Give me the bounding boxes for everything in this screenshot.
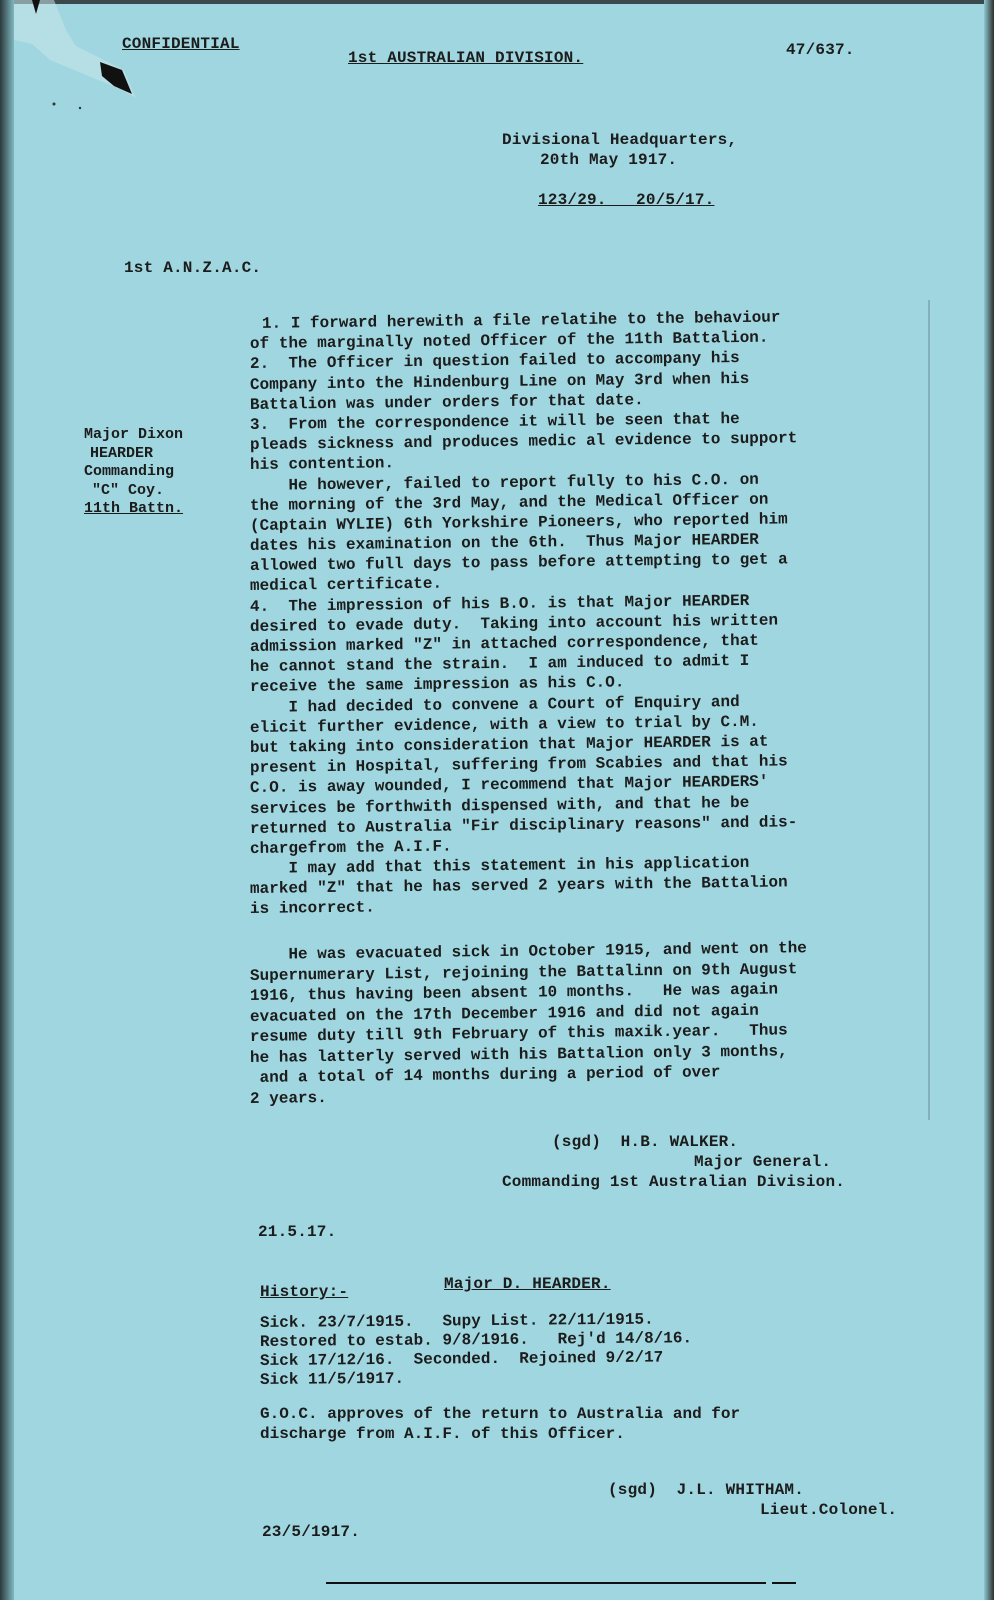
body-line: I may add that this statement in his application — [249, 853, 750, 879]
para2-line: evacuated on the 17th December 1916 and did not again — [249, 1001, 759, 1026]
body-line: the morning of the 3rd May, and the Medical Officer on — [249, 490, 769, 515]
body-line: 4. The impression of his B.O. is that Major HEARDER — [249, 591, 750, 616]
body-line: I had decided to convene a Court of Enquiry and — [249, 692, 740, 717]
history-label: History:- — [260, 1283, 349, 1301]
body-line: 3. From the correspondence it will be seen that he — [249, 409, 740, 434]
classification-stamp: CONFIDENTIAL — [122, 35, 240, 53]
torn-corner — [14, 0, 154, 110]
body-line: present in Hospital, suffering from Scabies and that his — [249, 752, 788, 778]
body-line: dates his examination on the 6th. Thus Major HEARDER — [249, 530, 759, 556]
approval-line: G.O.C. approves of the return to Australia and for — [260, 1405, 741, 1423]
body-line: allowed two full days to pass before attempting to get a — [249, 550, 788, 576]
date-stamp-2: 23/5/1917. — [262, 1523, 361, 1541]
body-line: Company into the Hindenburg Line on May 3rd when his — [249, 369, 750, 394]
scan-edge-right — [984, 0, 994, 1600]
margin-note-line: 11th Battn. — [84, 500, 184, 517]
body-line: returned to Australia "Fir disciplinary reasons" and dis- — [249, 813, 798, 838]
body-line: admission marked "Z" in attached correspondence, that — [249, 631, 759, 656]
body-line: services be forthwith dispensed with, and that he be — [249, 793, 750, 818]
approval-line: discharge from A.I.F. of this Officer. — [260, 1425, 625, 1443]
body-line: is incorrect. — [249, 898, 375, 919]
body-line: desired to evade duty. Taking into account his written — [249, 611, 779, 636]
body-line: receive the same impression as his C.O. — [249, 673, 625, 697]
body-line: Battalion was under orders for that date. — [249, 390, 644, 414]
body-line: of the marginally noted Officer of the 11th Battalion. — [249, 328, 769, 354]
body-line: his contention. — [249, 454, 395, 475]
letter-body — [249, 308, 940, 920]
signature-whitham: (sgd) J.L. WHITHAM. — [608, 1481, 805, 1499]
bottom-rule-dash — [772, 1582, 796, 1584]
margin-note-line: Commanding — [84, 463, 175, 480]
division-heading: 1st AUSTRALIAN DIVISION. — [348, 49, 584, 67]
service-record-paragraph — [249, 939, 950, 1109]
body-line: marked "Z" that he has served 2 years with the Battalion — [249, 873, 788, 899]
signature-walker-rank: Major General. — [694, 1153, 832, 1171]
signature-walker-role: Commanding 1st Australian Division. — [502, 1173, 846, 1191]
origin-line-1: Divisional Headquarters, — [502, 131, 738, 149]
margin-note-line: Major Dixon — [84, 426, 184, 443]
para2-line: 1916, thus having been absent 10 months. He was again — [249, 980, 779, 1005]
history-subject: Major D. HEARDER. — [444, 1275, 611, 1293]
body-line: 2. The Officer in question failed to accompany his — [249, 349, 740, 374]
body-line: pleads sickness and produces medic al evidence to support — [249, 429, 798, 455]
signature-whitham-rank: Lieut.Colonel. — [760, 1501, 898, 1519]
history-line: Sick 11/5/1917. — [259, 1369, 405, 1389]
margin-note-line: "C" Coy. — [92, 481, 165, 499]
origin-date: 20th May 1917. — [540, 151, 678, 169]
goc-approval — [260, 1404, 740, 1444]
body-line: (Captain WYLIE) 6th Yorkshire Pioneers, who reported him — [249, 510, 788, 535]
history-line: Sick. 23/7/1915. Supy List. 22/11/1915. — [259, 1310, 654, 1332]
bottom-rule — [326, 1582, 766, 1584]
date-stamp-1: 21.5.17. — [258, 1223, 337, 1241]
body-line: C.O. is away wounded, I recommend that Major HEARDERS' — [249, 772, 769, 798]
margin-note — [84, 426, 234, 519]
body-line: elicit further evidence, with a view to trial by C.M. — [249, 712, 759, 737]
file-reference: 47/637. — [786, 41, 855, 59]
body-line: medical certificate. — [249, 575, 443, 596]
history-record — [259, 1310, 693, 1390]
body-line: but taking into consideration that Major HEARDER is at — [249, 732, 769, 757]
body-line: He however, failed to report fully to his C.O. on — [249, 470, 759, 495]
para2-line: resume duty till 9th February of this maxik.year. Thus — [249, 1021, 788, 1046]
addressee: 1st A.N.Z.A.C. — [124, 259, 262, 277]
scan-edge-left — [0, 0, 14, 1600]
para2-line: He was evacuated sick in October 1915, and went on the — [249, 939, 807, 964]
body-line: 1. I forward herewith a file relatihe to the behaviour — [261, 308, 781, 333]
letter-reference: 123/29. 20/5/17. — [538, 191, 715, 209]
margin-note-line: HEARDER — [90, 444, 154, 462]
body-line: chargefrom the A.I.F. — [249, 837, 452, 858]
para2-line: Supernumerary List, rejoining the Battalinn on 9th August — [249, 959, 798, 985]
para2-line: 2 years. — [249, 1088, 327, 1108]
para2-line: and a total of 14 months during a period of over — [249, 1063, 721, 1087]
para2-line: he has latterly served with his Battalion only 3 months, — [249, 1041, 788, 1067]
history-line: Restored to estab. 9/8/1916. Rej'd 14/8/16. — [259, 1329, 693, 1351]
body-line: he cannot stand the strain. I am induced to admit I — [249, 652, 750, 677]
history-line: Sick 17/12/16. Seconded. Rejoined 9/2/17 — [259, 1348, 664, 1370]
signature-walker: (sgd) H.B. WALKER. — [552, 1133, 739, 1151]
